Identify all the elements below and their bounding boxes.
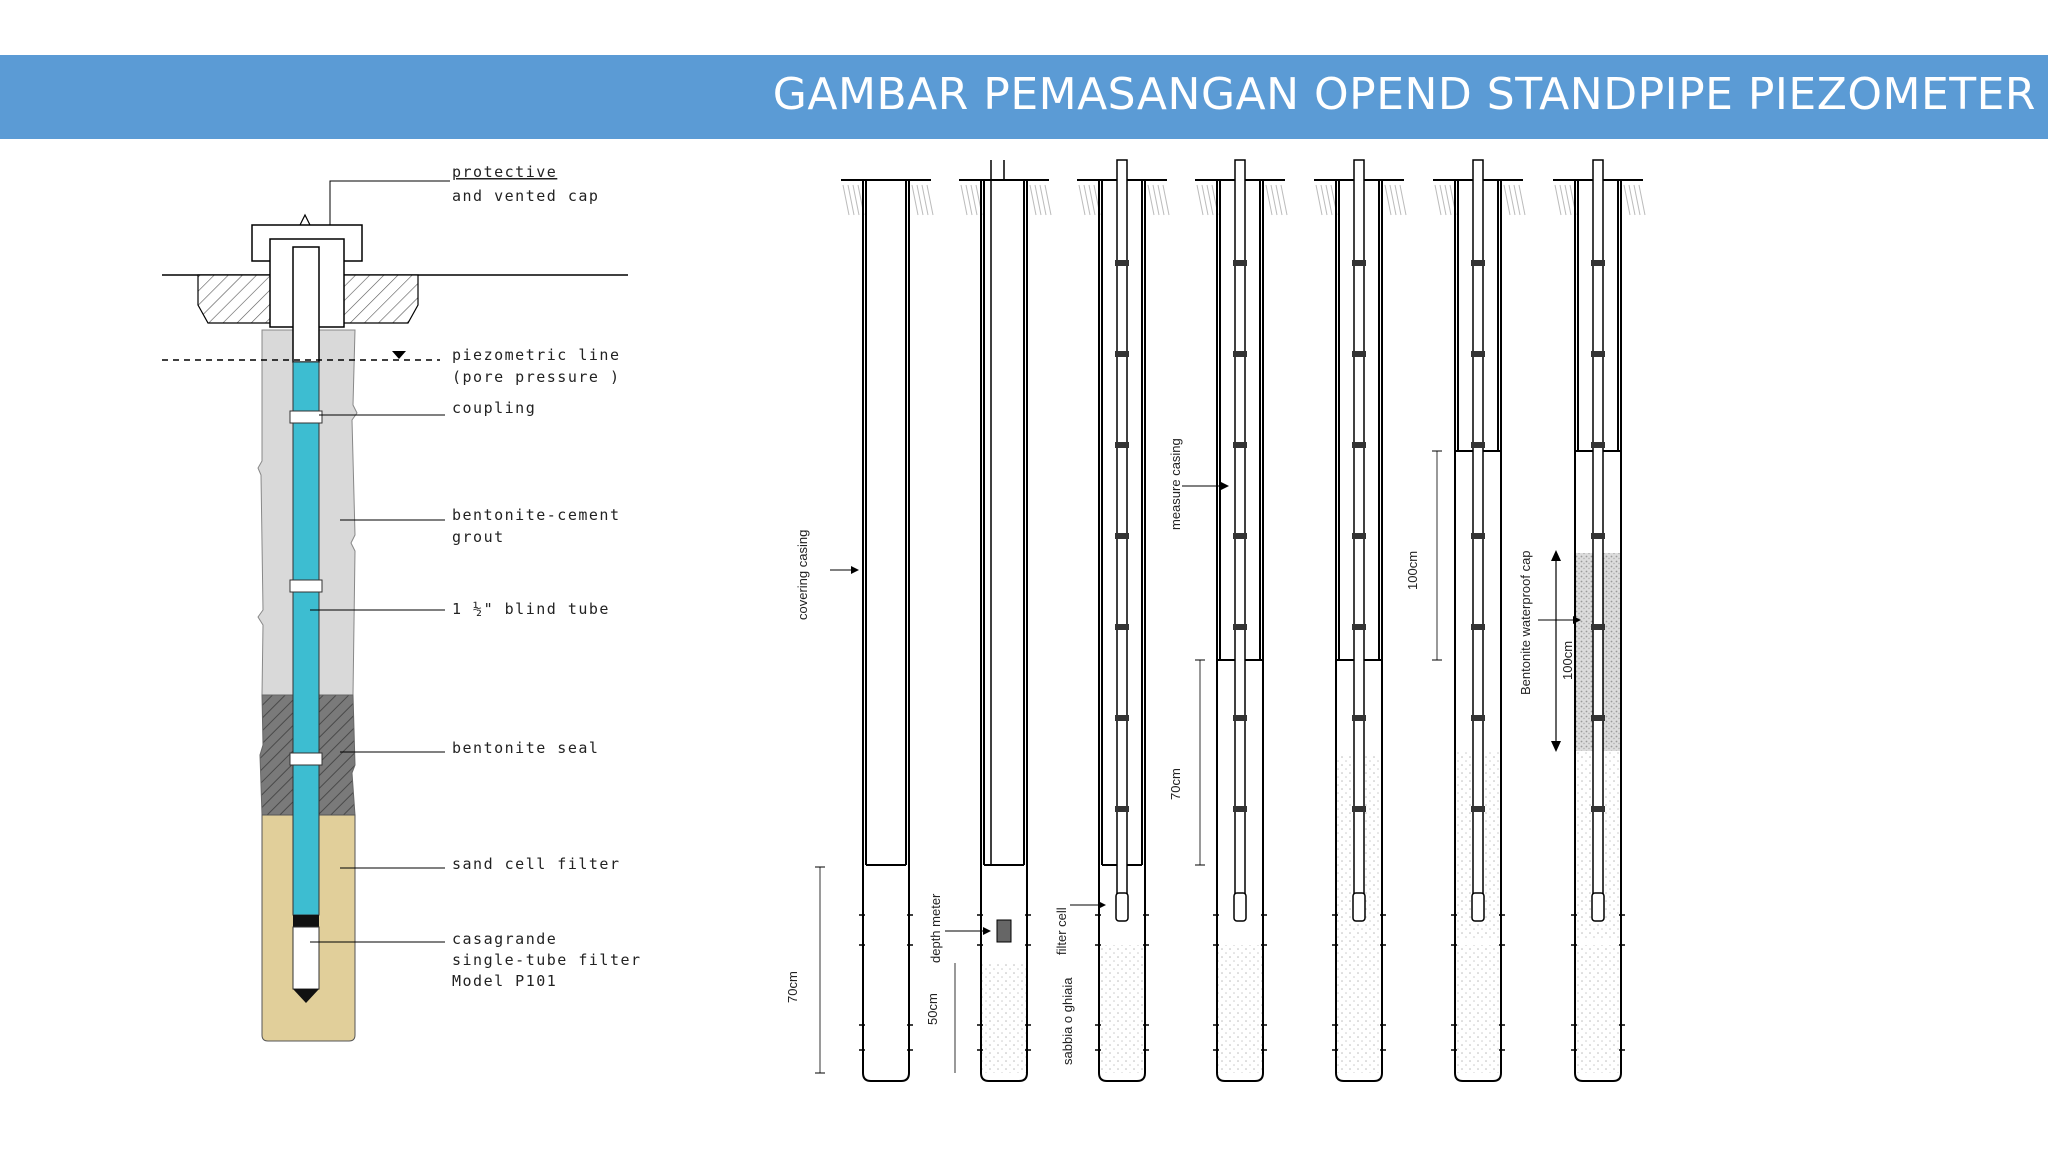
label-100cm-first: 100cm	[1405, 550, 1420, 590]
standpipe	[1593, 160, 1603, 905]
pipe-coupling	[1471, 533, 1485, 539]
soil-hatch	[1163, 185, 1169, 215]
gravel-fill	[1575, 945, 1621, 1073]
gravel-fill	[1455, 945, 1501, 1073]
soil-hatch	[1030, 185, 1036, 215]
soil-hatch	[1435, 185, 1441, 215]
gravel-fill	[1336, 945, 1382, 1073]
label-50cm: 50cm	[925, 993, 940, 1025]
pipe-coupling	[1233, 260, 1247, 266]
pipe-coupling	[1115, 715, 1129, 721]
pipe-coupling	[1591, 533, 1605, 539]
soil-hatch	[1445, 185, 1451, 215]
pipe-coupling	[1233, 351, 1247, 357]
label-bentonite-cement: bentonite-cement	[452, 506, 621, 524]
label-model: Model P101	[452, 972, 558, 990]
pipe-coupling	[1352, 351, 1366, 357]
soil-hatch	[1202, 185, 1208, 215]
pipe-coupling	[1591, 806, 1605, 812]
pipe-coupling	[1591, 715, 1605, 721]
pipe-coupling	[1352, 624, 1366, 630]
pipe-coupling	[1591, 351, 1605, 357]
pipe-coupling	[1471, 351, 1485, 357]
soil-hatch	[922, 185, 928, 215]
soil-hatch	[1514, 185, 1520, 215]
label-sabbia-o-ghiaia: sabbia o ghiaia	[1060, 977, 1075, 1065]
soil-hatch	[1560, 185, 1566, 215]
soil-hatch	[1555, 185, 1561, 215]
pipe-coupling	[1471, 715, 1485, 721]
soil-hatch	[966, 185, 972, 215]
pipe-coupling	[1352, 715, 1366, 721]
filter-cell	[1116, 893, 1128, 921]
soil-hatch	[1565, 185, 1571, 215]
pipe-coupling	[1471, 806, 1485, 812]
soil-hatch	[1148, 185, 1154, 215]
soil-hatch	[1624, 185, 1630, 215]
soil-hatch	[1385, 185, 1391, 215]
pipe-coupling	[1352, 442, 1366, 448]
pipe-coupling	[1352, 806, 1366, 812]
coupling	[290, 411, 322, 423]
soil-hatch	[853, 185, 859, 215]
casagrande-filter-band	[293, 915, 319, 927]
pipe-coupling	[1115, 442, 1129, 448]
soil-hatch	[917, 185, 923, 215]
soil-hatch	[971, 185, 977, 215]
blind-tube	[293, 362, 319, 915]
pipe-coupling	[1115, 533, 1129, 539]
soil-hatch	[1634, 185, 1640, 215]
soil-hatch	[1276, 185, 1282, 215]
pipe-coupling	[1352, 260, 1366, 266]
label-grout: grout	[452, 528, 505, 546]
pipe-coupling	[1471, 442, 1485, 448]
label-piezometric-line: piezometric line	[452, 346, 621, 364]
blind-tube-top	[293, 247, 319, 362]
label-depth-meter: depth meter	[928, 893, 943, 963]
soil-hatch	[1639, 185, 1645, 215]
label-sand-cell-filter: sand cell filter	[452, 855, 621, 873]
pipe-coupling	[1352, 533, 1366, 539]
depth-meter	[997, 920, 1011, 942]
pipe-coupling	[1115, 260, 1129, 266]
pipe-coupling	[1591, 442, 1605, 448]
soil-hatch	[1316, 185, 1322, 215]
soil-hatch	[1504, 185, 1510, 215]
label-coupling: coupling	[452, 399, 537, 417]
soil-hatch	[1089, 185, 1095, 215]
soil-hatch	[1440, 185, 1446, 215]
soil-hatch	[1158, 185, 1164, 215]
label-70cm-second: 70cm	[1168, 768, 1183, 800]
pipe-coupling	[1591, 260, 1605, 266]
pipe-coupling	[1591, 624, 1605, 630]
filter-cell	[1592, 893, 1604, 921]
filter-cell	[1353, 893, 1365, 921]
label-vented-cap: and vented cap	[452, 187, 600, 205]
soil-hatch	[1079, 185, 1085, 215]
pipe-coupling	[1233, 533, 1247, 539]
piezometer-section-diagram	[150, 155, 670, 1055]
filter-cell	[1472, 893, 1484, 921]
soil-hatch	[1045, 185, 1051, 215]
soil-hatch	[1629, 185, 1635, 215]
pipe-coupling	[1471, 624, 1485, 630]
soil-hatch	[1035, 185, 1041, 215]
soil-hatch	[1509, 185, 1515, 215]
label-bentonite-seal: bentonite seal	[452, 739, 600, 757]
header-bar	[0, 55, 2048, 139]
standpipe	[1235, 160, 1245, 905]
soil-hatch	[1266, 185, 1272, 215]
standpipe	[1117, 160, 1127, 905]
soil-hatch	[1326, 185, 1332, 215]
soil-hatch	[1395, 185, 1401, 215]
pipe-coupling	[1233, 624, 1247, 630]
gravel-fill	[981, 963, 1027, 1073]
label-pore-pressure: (pore pressure )	[452, 368, 621, 386]
soil-hatch	[912, 185, 918, 215]
soil-hatch	[927, 185, 933, 215]
standpipe	[1473, 160, 1483, 905]
label-100cm-second: 100cm	[1560, 640, 1575, 680]
gravel-fill	[1217, 945, 1263, 1073]
soil-hatch	[1153, 185, 1159, 215]
pipe-coupling	[1115, 624, 1129, 630]
label-70cm-first: 70cm	[785, 971, 800, 1003]
pipe-coupling	[1115, 351, 1129, 357]
soil-hatch	[1519, 185, 1525, 215]
soil-hatch	[1207, 185, 1213, 215]
soil-hatch	[1400, 185, 1406, 215]
pipe-coupling	[1233, 442, 1247, 448]
label-blind-tube: 1 ½" blind tube	[452, 600, 610, 618]
soil-hatch	[843, 185, 849, 215]
installation-steps-diagram	[780, 155, 1680, 1095]
label-casagrande: casagrande	[452, 930, 558, 948]
label-covering-casing: covering casing	[795, 529, 810, 620]
soil-hatch	[1084, 185, 1090, 215]
label-protective: protective	[452, 163, 558, 181]
soil-hatch	[961, 185, 967, 215]
pipe-coupling	[1115, 806, 1129, 812]
filter-cell	[1234, 893, 1246, 921]
soil-hatch	[1197, 185, 1203, 215]
coupling	[290, 753, 322, 765]
borehole-wall	[863, 180, 909, 1081]
borehole-wall	[981, 180, 1027, 1081]
page-title: GAMBAR PEMASANGAN OPEND STANDPIPE PIEZOMETER	[772, 69, 2036, 120]
soil-hatch	[848, 185, 854, 215]
label-single-tube-filter: single-tube filter	[452, 951, 642, 969]
soil-hatch	[1281, 185, 1287, 215]
casagrande-filter	[293, 927, 319, 989]
label-measure-casing: measure casing	[1168, 438, 1183, 530]
soil-hatch	[1271, 185, 1277, 215]
coupling	[290, 580, 322, 592]
soil-hatch	[1321, 185, 1327, 215]
standpipe	[1354, 160, 1364, 905]
gravel-fill	[1099, 945, 1145, 1073]
soil-hatch	[1040, 185, 1046, 215]
pipe-coupling	[1233, 806, 1247, 812]
soil-hatch	[1390, 185, 1396, 215]
pipe-coupling	[1471, 260, 1485, 266]
label-bentonite-waterproof-cap: Bentonite waterproof cap	[1518, 550, 1533, 695]
label-filter-cell: filter cell	[1054, 907, 1069, 955]
pipe-coupling	[1233, 715, 1247, 721]
